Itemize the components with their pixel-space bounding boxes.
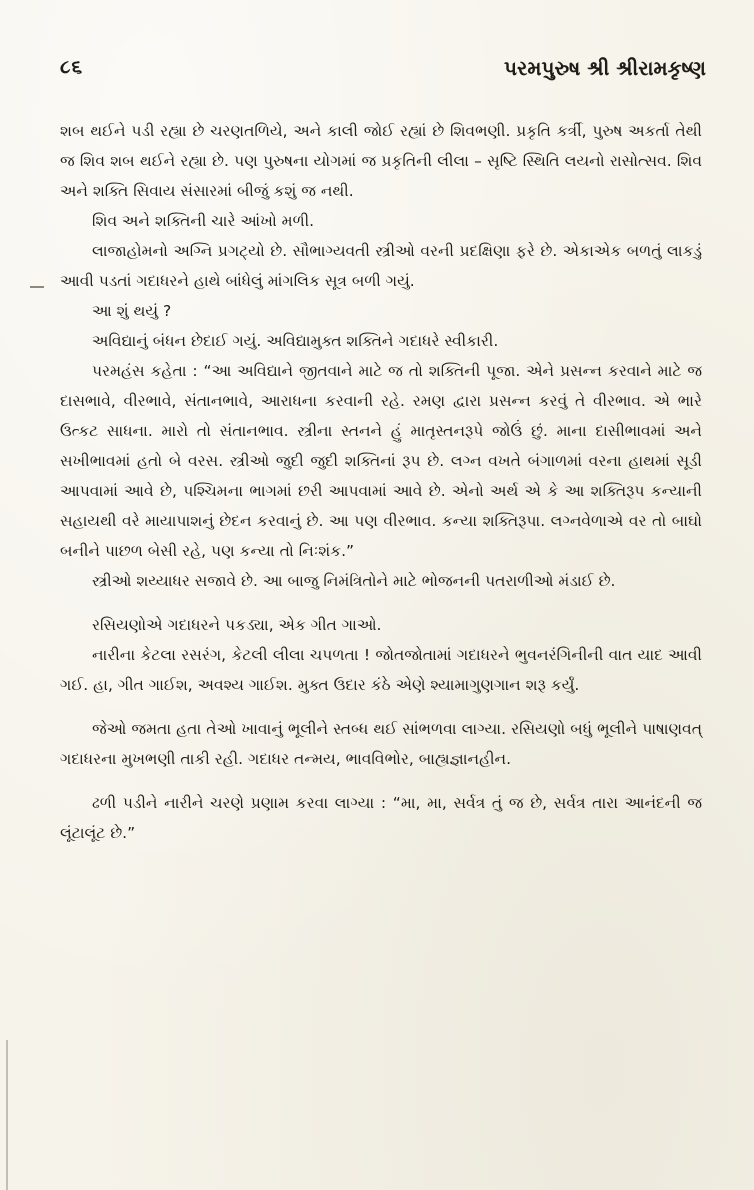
paragraph: આ શું થયું ? [92,302,172,320]
paragraph: શિવ અને શક્તિની ચારે આંખો મળી. [92,212,315,230]
paragraph: નારીના કેટલા રસરંગ, કેટલી લીલા ચપળતા ! જોતજોતામાં ગદાધરને ભુવનરંગિનીની વાત યાદ આવી ગઈ. હા, ગીત ગાઈશ, અવશ્ય ગાઈશ. મુક્ત ઉદાર કંઠે એણે શ્યામાગુણગાન શરૂ કર્યું. [60,646,702,694]
margin-mark [30,286,44,288]
paragraph: સ્ત્રીઓ શય્યાધર સજાવે છે. આ બાજુ નિમંત્રિતોને માટે ભોજનની પતરાળીઓ મંડાઈ છે. [92,572,616,590]
paragraph: રસિયણોએ ગદાધરને પકડ્યા, એક ગીત ગાઓ. [92,616,382,634]
paragraph: અવિદ્યાનું બંધન છેદાઈ ગયું. અવિદ્યામુક્ત શક્તિને ગદાધરે સ્વીકારી. [92,332,499,350]
page-number: ૮૬ [60,56,84,78]
paragraph: લાજાહોમનો અગ્નિ પ્રગટ્યો છે. સૌભાગ્યવતી સ્ત્રીઓ વરની પ્રદક્ષિણા ફરે છે. એકાએક બળતું લાકડું આવી પડતાં ગદાધરને હાથે બાંધેલું માંગલિક સૂત્ર બળી ગયું. [60,242,702,290]
paragraph: શબ થઈને પડી રહ્યા છે ચરણતળિયે, અને કાલી જોઈ રહ્યાં છે શિવભણી. પ્રકૃતિ કર્ત્રી, પુરુષ અકર્તા તેથી જ શિવ શબ થઈને રહ્યા છે. પણ પુરુષના યોગમાં જ પ્રકૃતિની લીલા – સૃષ્ટિ સ્થિતિ લયનો રાસોત્સવ. શિવ અને શક્તિ સિવાય સંસારમાં બીજું કશું જ નથી. [60,122,702,200]
paragraph: ઢળી પડીને નારીને ચરણે પ્રણામ કરવા લાગ્યા : “મા, મા, સર્વત્ર તું જ છે, સર્વત્ર તારા આનંદની જ લૂંટાલૂંટ છે.” [60,794,702,842]
paragraph: પરમહંસ કહેતા : “આ અવિદ્યાને જીતવાને માટે જ તો શક્તિની પૂજા. એને પ્રસન્ન કરવાને માટે જ દાસભાવે, વીરભાવે, સંતાનભાવે, આરાધના કરવાની રહે. રમણ દ્વારા પ્રસન્ન કરવું તે વીરભાવ. એ ભારે ઉત્કટ સાધના. મારો તો સંતાનભાવ. સ્ત્રીના સ્તનને હું માતૃસ્તનરૂપે જોઉં છું. માના દાસીભાવમાં અને સખીભાવમાં હતો બે વરસ. સ્ત્રીઓ જુદી જુદી શક્તિનાં રૂપ છે. લગ્ન વખતે બંગાળમાં વરના હાથમાં સૂડી આપવામાં આવે છે, પશ્ચિમના ભાગમાં છરી આપવામાં આવે છે. એનો અર્થ એ કે આ શક્તિરૂપ કન્યાની સહાયથી વરે માયાપાશનું છેદન કરવાનું છે. આ પણ વીરભાવ. કન્યા શક્તિરૂપા. લગ્નવેળાએ વર તો બાઘો બનીને પાછળ બેસી રહે, પણ કન્યા તો નિઃશંક.” [60,362,702,560]
body-text [60,116,702,848]
page-header [60,56,706,86]
paragraph: જેઓ જમતા હતા તેઓ ખાવાનું ભૂલીને સ્તબ્ધ થઈ સાંભળવા લાગ્યા. રસિયણો બધું ભૂલીને પાષાણવત્ ગદાધરના મુખભણી તાકી રહી. ગદાધર તન્મય, ભાવવિભોર, બાહ્યજ્ઞાનહીન. [60,720,702,768]
margin-mark [6,1040,8,1190]
running-title: પરમપુરુષ શ્રી શ્રીરામકૃષ્ણ [504,56,706,80]
